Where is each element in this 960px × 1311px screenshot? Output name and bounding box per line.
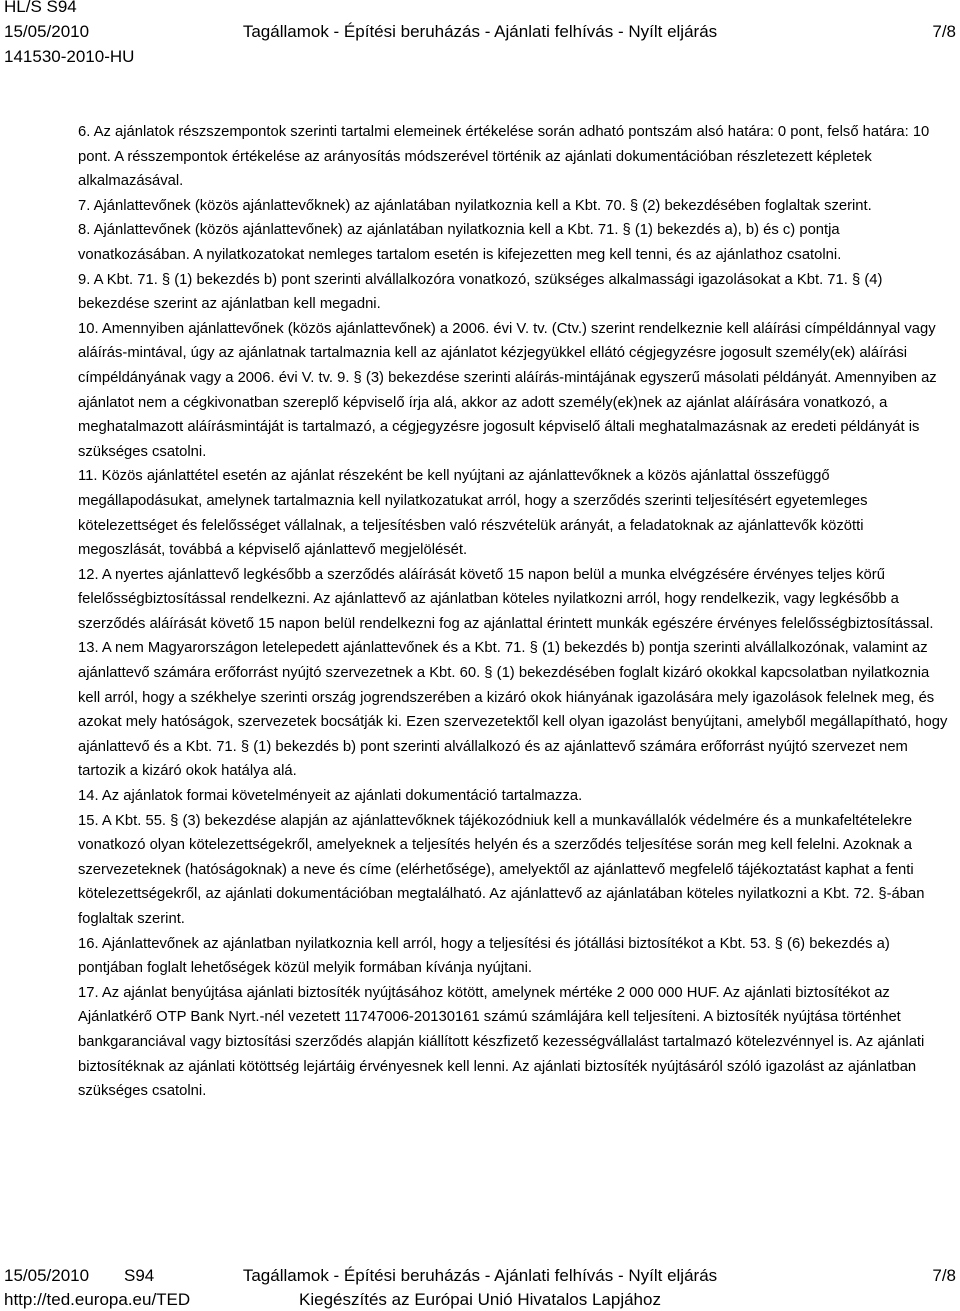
footer-page-number: 7/8 (932, 1266, 956, 1285)
paragraph-11: 11. Közös ajánlattétel esetén az ajánlat részeként be kell nyújtani az ajánlattevőknek a közös ajánlattal összefüggő megállapodásukat, amelynek tartalmaznia kell nyilatkozatukat arról, hogy a szerződés szerinti teljesítésért egyetemleges kötelezettséget és felelősséget vállalnak, a teljesítésben való részvételük arányát, a feladatoknak az ajánlattevők közötti megoszlását, továbbá a képviselő ajánlattevő megjelölését. (78, 468, 868, 559)
paragraph-8: 8. Ajánlattevőnek (közös ajánlattevőnek) az ajánlatában nyilatkoznia kell a Kbt. 71. § (1) bekezdés a), b) és c) pontja vonatkozásában. A nyilatkozatokat nemleges tartalom esetén is kifejezetten meg kell tenni, és az ajánlathoz csatolni. (78, 222, 842, 263)
header-notice-id: 141530-2010-HU (4, 47, 135, 66)
footer-journal: Kiegészítés az Európai Unió Hivatalos Lapjához (299, 1290, 661, 1309)
header-date: 15/05/2010 (4, 22, 90, 41)
header-page-number: 7/8 (932, 22, 956, 41)
paragraph-15: 15. A Kbt. 55. § (3) bekezdése alapján az ajánlattevőknek tájékozódniuk kell a munkavállalók védelmére és a munkafeltételekre vonatkozó olyan kötelezettségekről, amelyeknek a teljesítés helyén és a szerződés teljesítése során meg kell felelni. Azoknak a szervezeteknek (hatóságoknak) a neve és címe (elérhetősége), amelyektől az ajánlattevő megfelelő tájékoztatást kaphat a fenti kötelezettségekről, az ajánlati dokumentációban megtalálható. Az ajánlattevő az ajánlatában köteles nyilatkozni a Kbt. 72. §-ában foglaltak szerint. (78, 812, 925, 927)
paragraph-12: 12. A nyertes ajánlattevő legkésőbb a szerződés aláírását követő 15 napon belül a munka elvégzésére érvényes teljes körű felelősségbiztosítással rendelkezni. Az ajánlattevő az ajánlatban köteles nyilatkozni arról, hogy rendelkezik, vagy legkésőbb a szerződés aláírását követő 15 napon belül rendelkezni fog az ajánlattal érintett munkák egészére érvényes felelősségbiztosítással. (78, 566, 934, 632)
header-oj-ref: HL/S S94 (4, 0, 77, 16)
document-body (78, 120, 950, 1104)
paragraph-17: 17. Az ajánlat benyújtása ajánlati biztosíték nyújtásához kötött, amelynek mértéke 2 000 000 HUF. Az ajánlati biztosítékot az Ajánlatkérő OTP Bank Nyrt.-nél vezetett 11747006-20130161 számú számlájára kell teljesíteni. A biztosíték nyújtása történhet bankgaranciával vagy biztosítási szerződés alapján kiállított készfizető kezességvállalást tartalmazó kötelezvénnyel is. Az ajánlati biztosítéknak az ajánlati kötöttség lejártáig érvényesnek kell lenni. Az ajánlati biztosíték nyújtásáról szóló igazolást az ajánlatban szükséges csatolni. (78, 984, 925, 1100)
paragraph-9: 9. A Kbt. 71. § (1) bekezdés b) pont szerinti alvállalkozóra vonatkozó, szükséges alkalmassági igazolásokat a Kbt. 71. § (4) bekezdése szerint az ajánlatban kell megadni. (78, 271, 883, 313)
footer-url-link[interactable]: http://ted.europa.eu/TED (4, 1290, 191, 1309)
paragraph-10: 10. Amennyiben ajánlattevőnek (közös ajánlattevőnek) a 2006. évi V. tv. (Ctv.) szerint rendelkeznie kell aláírási címpéldánnyal vagy aláírás-mintával, úgy az ajánlatnak tartalmaznia kell az ajánlatot kézjegyükkel ellátó cégjegyzésre jogosult személy(ek) aláírási címpéldányának vagy a 2006. évi V. tv. 9. § (3) bekezdése szerinti aláírás-mintájának egyszerű másolati példányát. Amennyiben az ajánlatot nem a cégkivonatban szereplő képviselő írja alá, akkor az adott személy(ek)nek az ajánlat aláírására vonatkozó, a meghatalmazott aláírásmintáját is tartalmazó, a cégjegyzésre jogosult képviselő általi meghatalmazásnak az eredeti példányát is szükséges csatolni. (78, 320, 937, 460)
paragraph-7: 7. Ajánlattevőnek (közös ajánlattevőknek) az ajánlatában nyilatkoznia kell a Kbt. 70. § (2) bekezdésében foglaltak szerint. (78, 197, 872, 214)
paragraph-16: 16. Ajánlattevőnek az ajánlatban nyilatkoznia kell arról, hogy a teljesítési és jótállási biztosítékot a Kbt. 53. § (6) bekezdés a) pontjában foglalt lehetőségek közül melyik formában kívánja nyújtani. (78, 935, 890, 977)
paragraph-6: 6. Az ajánlatok részszempontok szerinti tartalmi elemeinek értékelése során adható pontszám alsó határa: 0 pont, felső határa: 10 pont. A résszempontok értékelése az arányosítás módszerével történik az ajánlati dokumentációban részletezett képletek alkalmazásával. (78, 124, 930, 190)
footer-series: S94 (124, 1266, 155, 1285)
paragraph-13: 13. A nem Magyarországon letelepedett ajánlattevőnek és a Kbt. 71. § (1) bekezdés b) pontja szerinti alvállalkozónak, valamint az ajánlattevő számára erőforrást nyújtó szervezetnek a Kbt. 60. § (1) bekezdésében foglalt kizáró okokkal kapcsolatban nyilatkoznia kell arról, hogy a székhelye szerinti ország jogrendszerében a kizáró okok hiányának igazolására mely igazolások felelnek meg, és azokat mely hatóságok, szervezetek bocsátják ki. Ezen szervezetektől kell olyan igazolást benyújtani, amelyből megállapítható, hogy ajánlattevő és a Kbt. 71. § (1) bekezdés b) pont szerinti alvállalkozó és az ajánlattevő számára erőforrást nyújtó szervezet nem tartozik a kizáró okok hatálya alá. (78, 640, 948, 780)
footer-date: 15/05/2010 (4, 1266, 90, 1285)
header-title: Tagállamok - Építési beruházás - Ajánlati felhívás - Nyílt eljárás (242, 22, 718, 41)
paragraph-14: 14. Az ajánlatok formai követelményeit az ajánlati dokumentáció tartalmazza. (78, 788, 583, 805)
footer-title: Tagállamok - Építési beruházás - Ajánlati felhívás - Nyílt eljárás (242, 1266, 718, 1285)
